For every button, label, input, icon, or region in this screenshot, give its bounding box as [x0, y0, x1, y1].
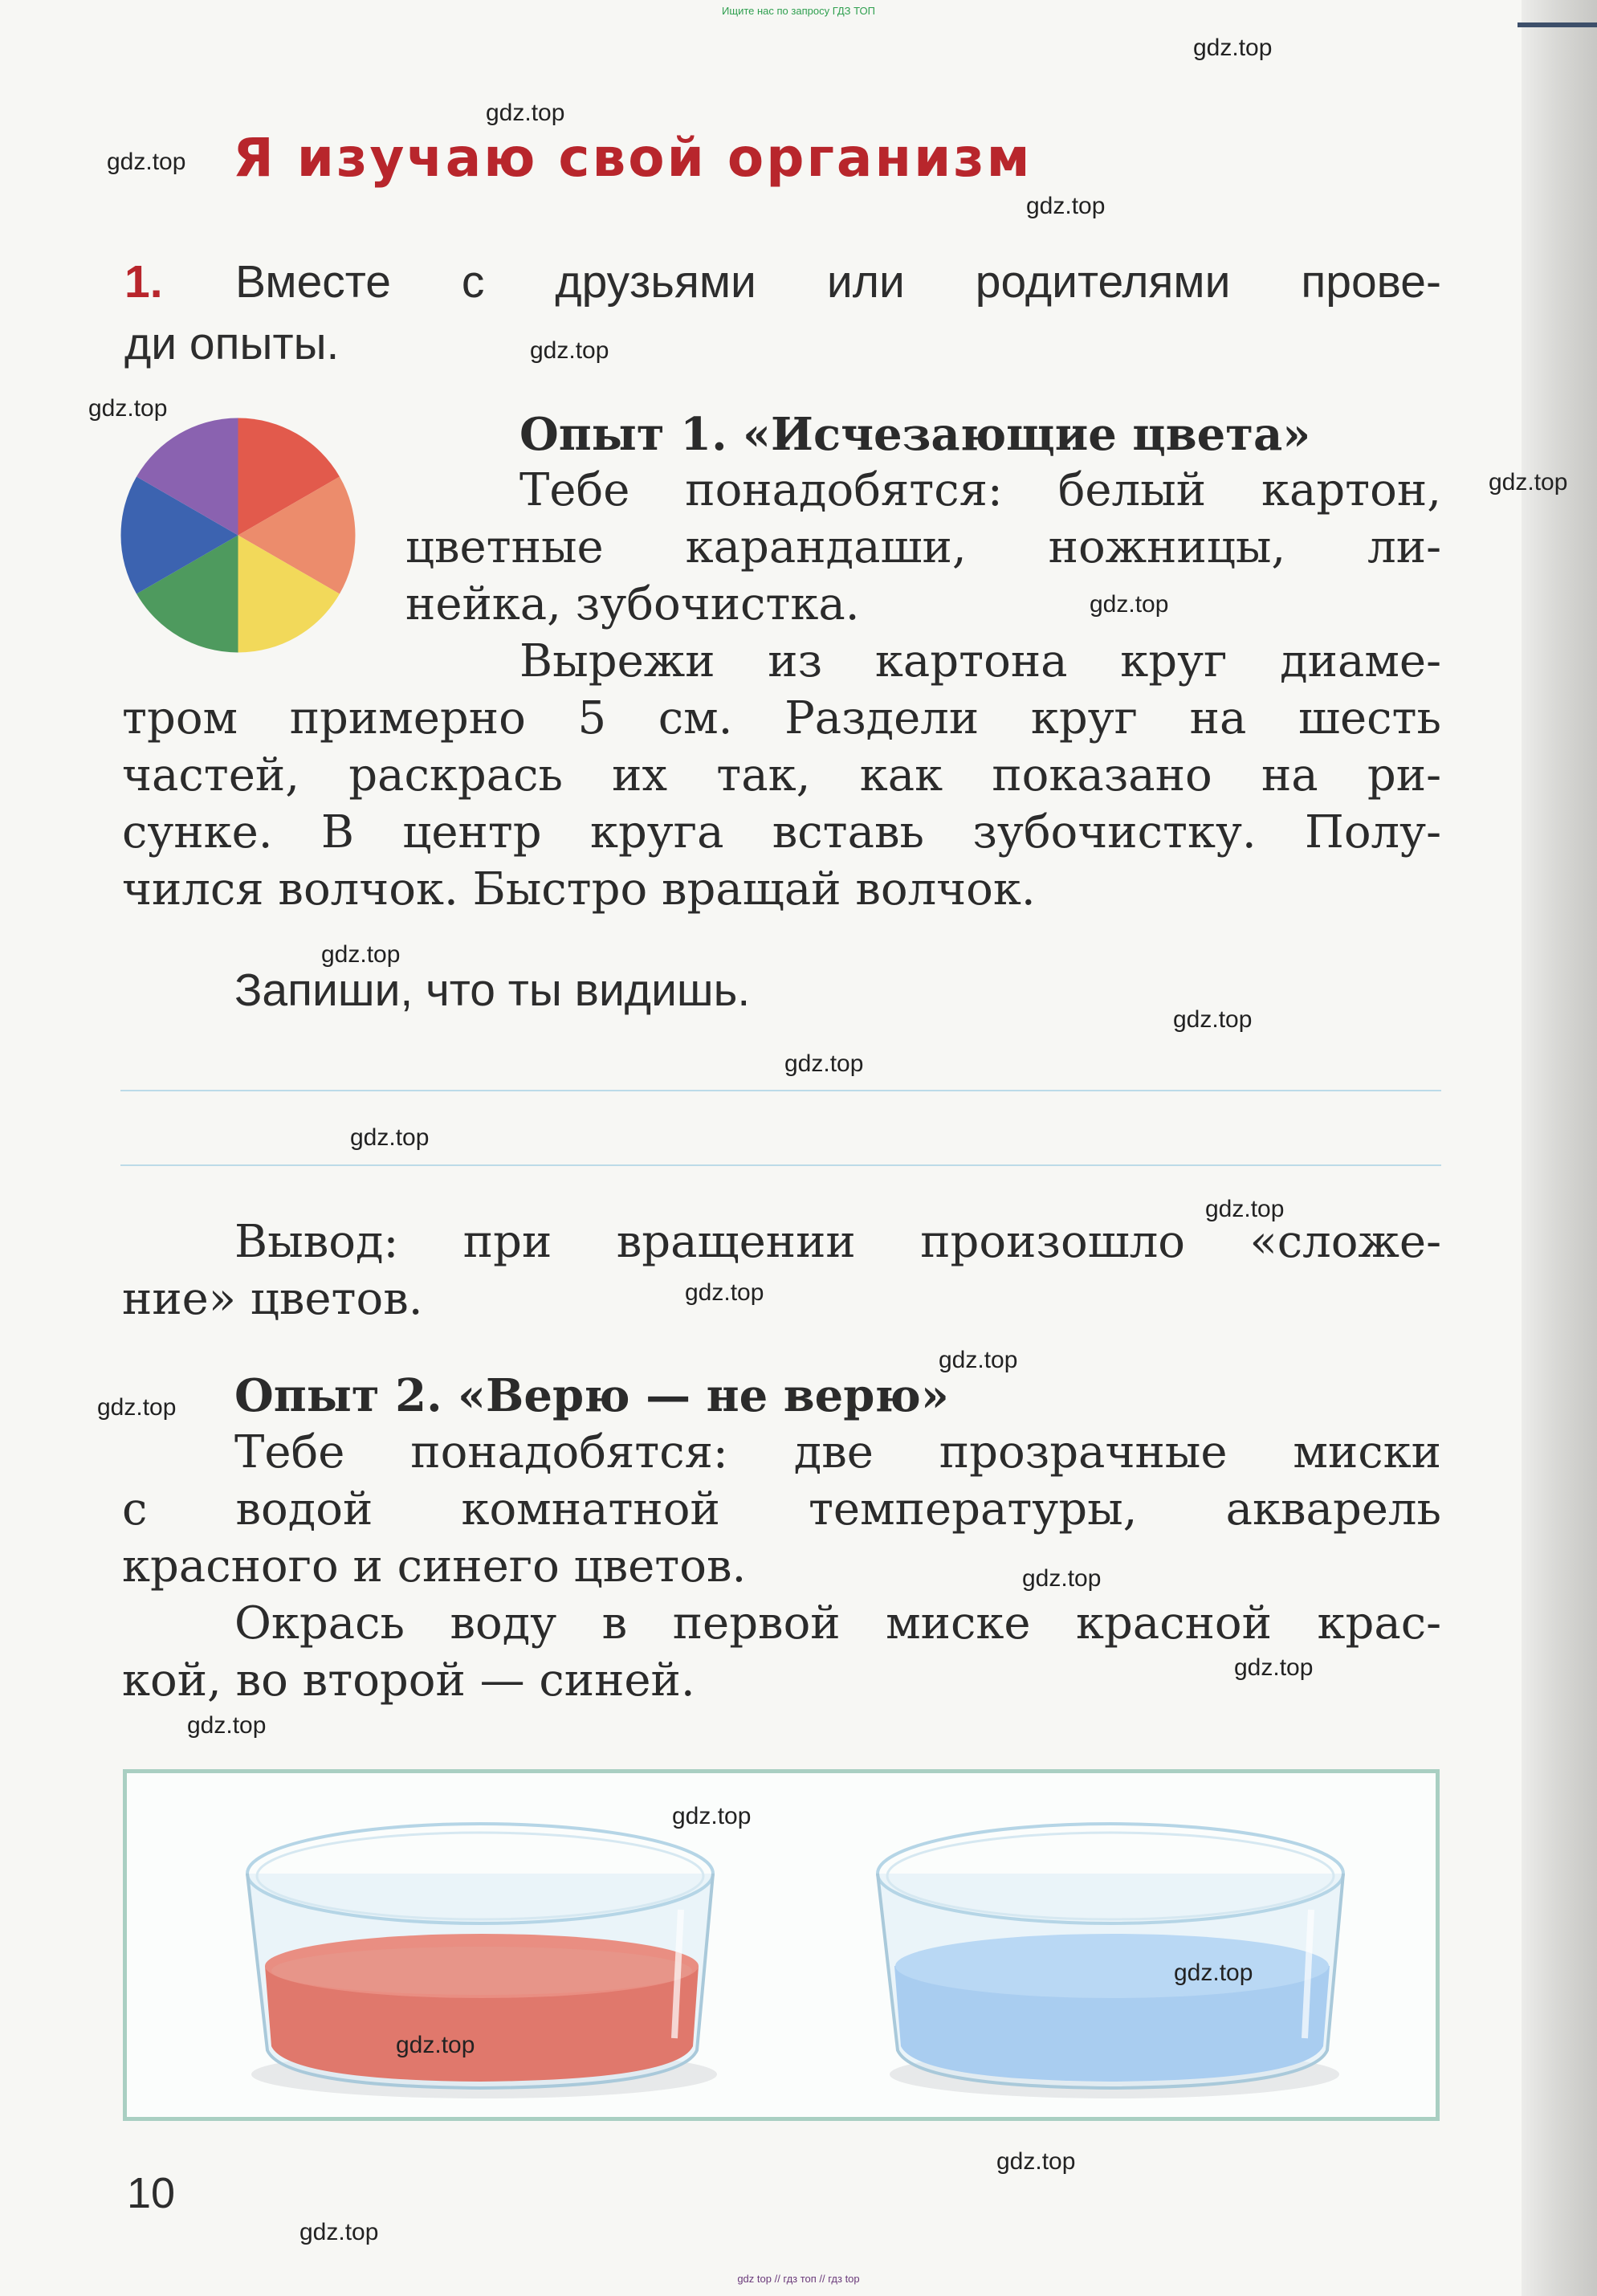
page-title: Я изучаю свой организм — [233, 127, 1033, 189]
watermark: gdz.top — [107, 149, 186, 175]
top-note: Ищите нас по запросу ГДЗ ТОП — [722, 5, 875, 17]
watermark: gdz.top — [784, 1050, 864, 1077]
exp2-step-line: Окрась воду в первой миске красной крас- — [234, 1597, 1441, 1650]
watermark: gdz.top — [1173, 1006, 1253, 1033]
blue-water-bowl — [878, 1824, 1343, 2098]
watermark: gdz.top — [187, 1712, 267, 1739]
task-text-2: ди опыты. — [124, 318, 340, 369]
watermark: gdz.top — [1205, 1196, 1285, 1222]
red-water-bowl — [247, 1824, 717, 2098]
watermark: gdz.top — [1174, 1960, 1253, 1986]
exp2-heading: Опыт 2. «Верю — не верю» — [234, 1369, 949, 1422]
bowls-figure — [123, 1769, 1440, 2121]
exp1-step-line: сунке. В центр круга вставь зубочистку. Полу- — [122, 806, 1441, 858]
watermark: gdz.top — [321, 941, 401, 968]
task-line-1 — [124, 255, 1441, 308]
page-spine — [1522, 0, 1597, 2296]
watermark: gdz.top — [672, 1803, 752, 1829]
write-prompt: Запиши, что ты видишь. — [234, 964, 751, 1016]
watermark: gdz.top — [1489, 469, 1568, 495]
exp2-step-line: кой, во второй — синей. — [122, 1654, 695, 1707]
answer-line-2[interactable] — [120, 1164, 1441, 1166]
watermark: gdz.top — [97, 1394, 177, 1421]
watermark: gdz.top — [350, 1124, 430, 1151]
watermark: gdz.top — [939, 1347, 1018, 1373]
watermark: gdz.top — [996, 2148, 1076, 2175]
exp1-step-line: чился волчок. Быстро вращай волчок. — [122, 863, 1036, 916]
watermark: gdz.top — [88, 395, 168, 422]
watermark: gdz.top — [1234, 1654, 1314, 1681]
task-text-1: Вместе с друзьями или родителями прове- — [235, 256, 1441, 308]
watermark: gdz.top — [299, 2219, 379, 2245]
watermark: gdz.top — [1090, 591, 1169, 618]
task-number: 1. — [124, 256, 163, 308]
exp2-needs-line: с водой комнатной температуры, акварель — [122, 1483, 1441, 1535]
exp1-step-line: Вырежи из картона круг диаме- — [519, 635, 1441, 687]
exp2-needs-line: красного и синего цветов. — [122, 1540, 747, 1593]
bowls-image — [127, 1773, 1436, 2117]
page-number: 10 — [127, 2169, 176, 2217]
watermark: gdz.top — [396, 2032, 475, 2058]
watermark: gdz.top — [1193, 35, 1273, 61]
exp2-needs-line: Тебе понадобятся: две прозрачные миски — [234, 1426, 1441, 1478]
answer-line-1[interactable] — [120, 1090, 1441, 1091]
color-wheel-image — [119, 416, 357, 655]
watermark: gdz.top — [1022, 1565, 1102, 1592]
watermark: gdz.top — [486, 100, 565, 126]
watermark: gdz.top — [1026, 193, 1106, 219]
conclusion-line: ние» цветов. — [122, 1273, 423, 1325]
exp1-step-line: тром примерно 5 см. Раздели круг на шесть — [122, 692, 1441, 744]
exp1-needs-line: цветные карандаши, ножницы, ли- — [405, 521, 1441, 573]
conclusion-line: Вывод: при вращении произошло «сложе- — [234, 1216, 1441, 1268]
exp1-heading: Опыт 1. «Исчезающие цвета» — [519, 408, 1311, 461]
bottom-note: gdz top // гдз топ // гдз top — [737, 2273, 860, 2285]
watermark: gdz.top — [530, 337, 609, 364]
spine-edge — [1518, 22, 1597, 27]
exp1-needs-line: нейка, зубочистка. — [405, 578, 860, 630]
watermark: gdz.top — [685, 1279, 764, 1306]
exp1-step-line: частей, раскрась их так, как показано на ри- — [122, 749, 1441, 801]
exp1-needs-line: Тебе понадобятся: белый картон, — [519, 464, 1441, 516]
